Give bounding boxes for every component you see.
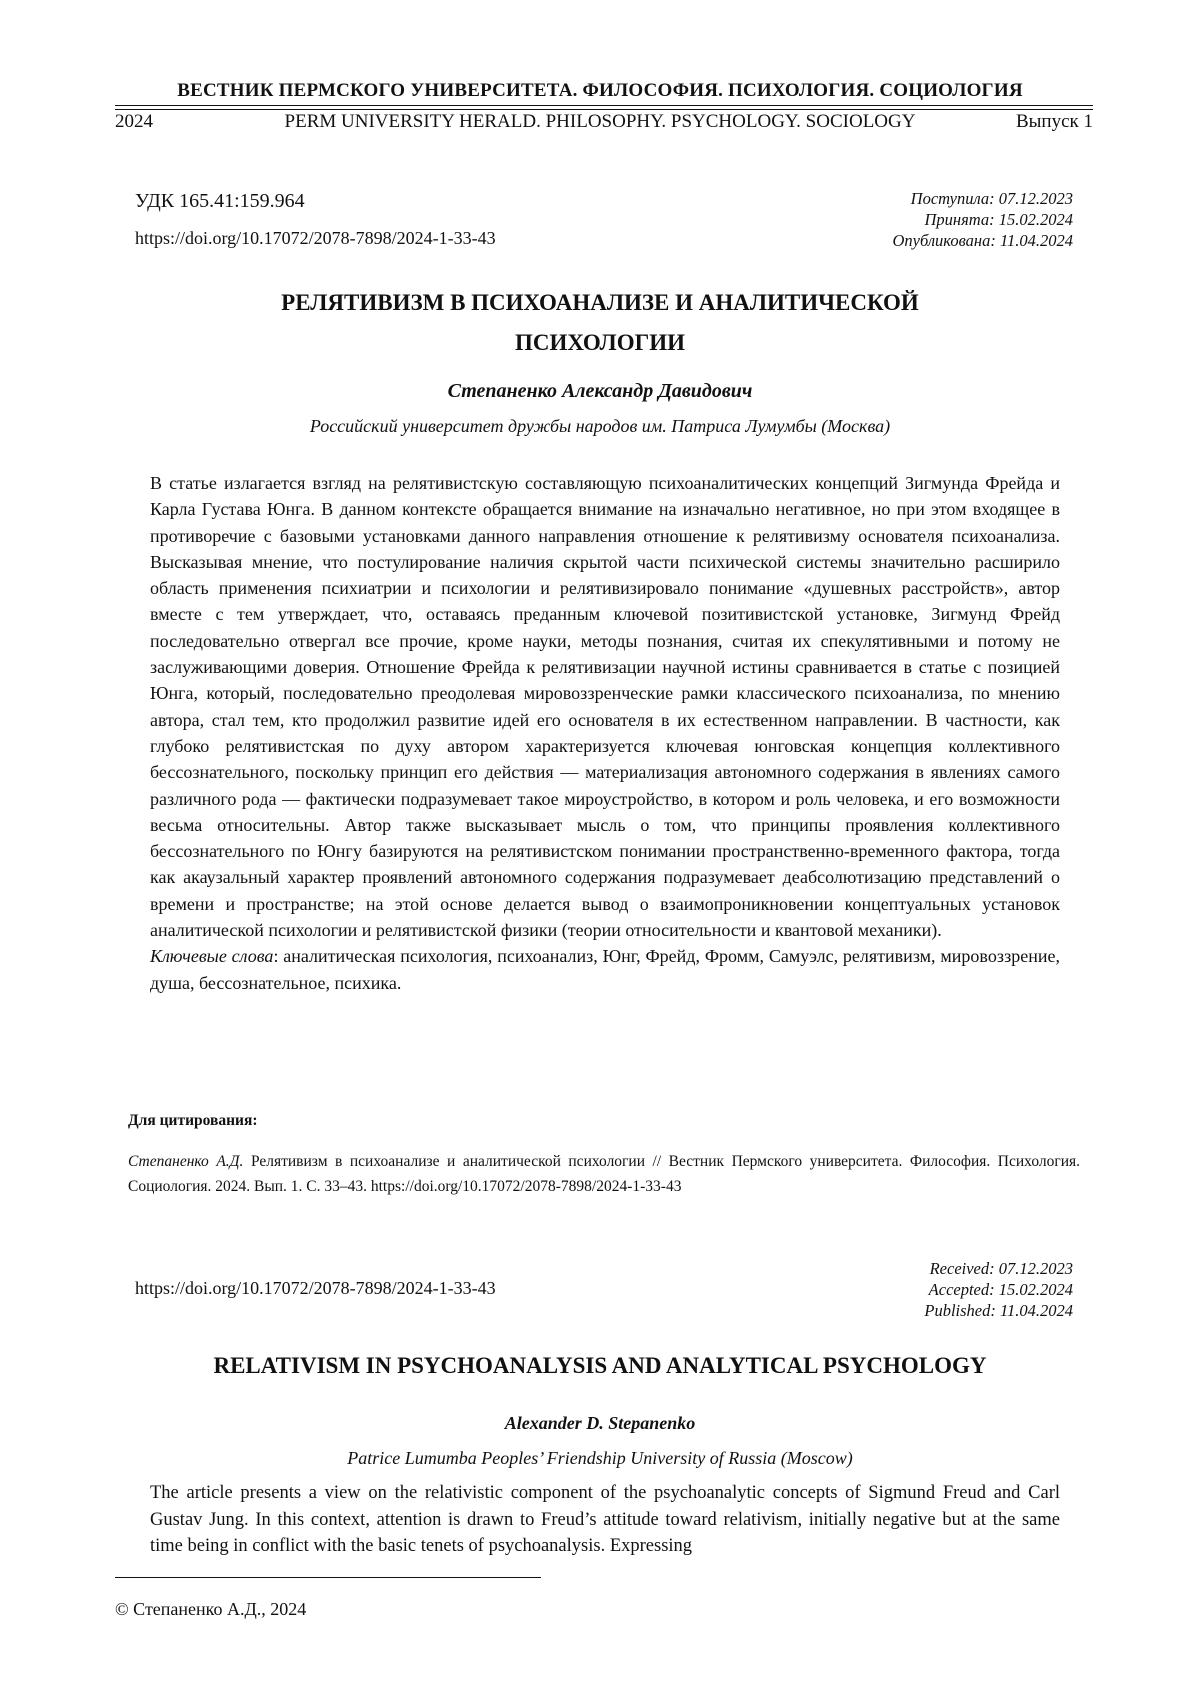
affiliation-en: Patrice Lumumba Peoples’ Friendship University of Russia (Moscow) (0, 1448, 1200, 1469)
header-divider (115, 105, 1093, 110)
affiliation-ru: Российский университет дружбы народов им. Патриса Лумумбы (Москва) (0, 416, 1200, 437)
article-title-en: RELATIVISM IN PSYCHOANALYSIS AND ANALYTICAL PSYCHOLOGY (0, 1353, 1200, 1379)
citation-text (128, 1149, 1080, 1199)
footnote-divider (115, 1577, 541, 1578)
journal-title-en: PERM UNIVERSITY HERALD. PHILOSOPHY. PSYCHOLOGY. SOCIOLOGY (0, 111, 1200, 133)
received-date: Поступила: 07.12.2023 (892, 188, 1073, 209)
citation-body: Релятивизм в психоанализе и аналитической психологии // Вестник Пермского университета. Философия. Психология. Социология. 2024. Вып. 1. С. 33–43. https://doi.org/10.17072/2078-7898/2024-1-33-43 (128, 1153, 1080, 1195)
abstract-ru (150, 470, 1060, 996)
udc-code: УДК 165.41:159.964 (135, 190, 305, 213)
received-date-en: Received: 07.12.2023 (924, 1258, 1073, 1279)
accepted-date-en: Accepted: 15.02.2024 (924, 1279, 1073, 1300)
abstract-text-ru: В статье излагается взгляд на релятивистскую составляющую психоаналитических концепций Зигмунда Фрейда и Карла Густава Юнга. В данном контексте обращается внимание на изначально негативное, но при этом входящее в противоречие с базовыми установками данного направления отношение к релятивизму основателя психоанализа. Высказывая мнение, что постулирование наличия скрытой части психической системы значительно расширило область применения психиатрии и психологии и релятивизировало понимание «душевных расстройств», автор вместе с тем утверждает, что, оставаясь преданным ключевой позитивистской установке, Зигмунд Фрейд последовательно отвергал все прочие, кроме науки, методы познания, считая их спекулятивными и потому не заслуживающими доверия. Отношение Фрейда к релятивизации научной истины сравнивается в статье с позицией Юнга, который, последовательно преодолевая мировоззренческие рамки классического психоанализа, по мнению автора, стал тем, кто продолжил развитие идей его основателя в их естественном направлении. В частности, как глубоко релятивистская по духу автором характеризуется ключевая юнговская концепция коллективного бессознательного, поскольку принцип его действия — материализация автономного содержания в явлениях самого различного рода — фактически подразумевает такое мироустройство, в котором и роль человека, и его возможности весьма относительны. Автор также высказывает мысль о том, что принципы проявления коллективного бессознательного по Юнгу базируются на релятивистском понимании пространственно-временного фактора, тогда как акаузальный характер проявлений автономного содержания подразумевает деабсолютизацию представлений о времени и пространстве; на этой основе делается вывод о взаимопроникновении концептуальных установок аналитической психологии и релятивистской физики (теории относительности и квантовой механики). (150, 470, 1060, 943)
header-year: 2024 (115, 111, 153, 133)
author-name-ru: Степаненко Александр Давидович (0, 380, 1200, 403)
doi-link-ru[interactable]: https://doi.org/10.17072/2078-7898/2024-1-33-43 (135, 228, 496, 249)
title-line-1: РЕЛЯТИВИЗМ В ПСИХОАНАЛИЗЕ И АНАЛИТИЧЕСКОЙ (0, 283, 1200, 323)
keywords-list: : аналитическая психология, психоанализ, Юнг, Фрейд, Фромм, Самуэлс, релятивизм, мировоззрение, душа, бессознательное, психика. (150, 946, 1060, 992)
accepted-date: Принята: 15.02.2024 (892, 209, 1073, 230)
keywords-label: Ключевые слова (150, 946, 273, 966)
published-date-en: Published: 11.04.2024 (924, 1300, 1073, 1321)
article-title-ru (0, 283, 1200, 363)
citation-label: Для цитирования: (128, 1112, 258, 1130)
citation-author: Степаненко А.Д. (128, 1153, 243, 1170)
published-date: Опубликована: 11.04.2024 (892, 230, 1073, 251)
author-name-en: Alexander D. Stepanenko (0, 1413, 1200, 1434)
copyright-notice: © Степаненко А.Д., 2024 (115, 1599, 306, 1620)
publication-dates-ru (892, 188, 1073, 251)
publication-dates-en (924, 1258, 1073, 1321)
header-issue: Выпуск 1 (1016, 111, 1093, 133)
journal-title-ru: ВЕСТНИК ПЕРМСКОГО УНИВЕРСИТЕТА. ФИЛОСОФИЯ. ПСИХОЛОГИЯ. СОЦИОЛОГИЯ (0, 80, 1200, 102)
keywords-ru (150, 943, 1060, 996)
abstract-en: The article presents a view on the relativistic component of the psychoanalytic concepts of Sigmund Freud and Carl Gustav Jung. In this context, attention is drawn to Freud’s attitude toward relativism, initially negative but at the same time being in conflict with the basic tenets of psychoanalysis. Expressing (150, 1480, 1060, 1560)
title-line-2: ПСИХОЛОГИИ (0, 323, 1200, 363)
doi-link-en[interactable]: https://doi.org/10.17072/2078-7898/2024-1-33-43 (135, 1278, 496, 1299)
